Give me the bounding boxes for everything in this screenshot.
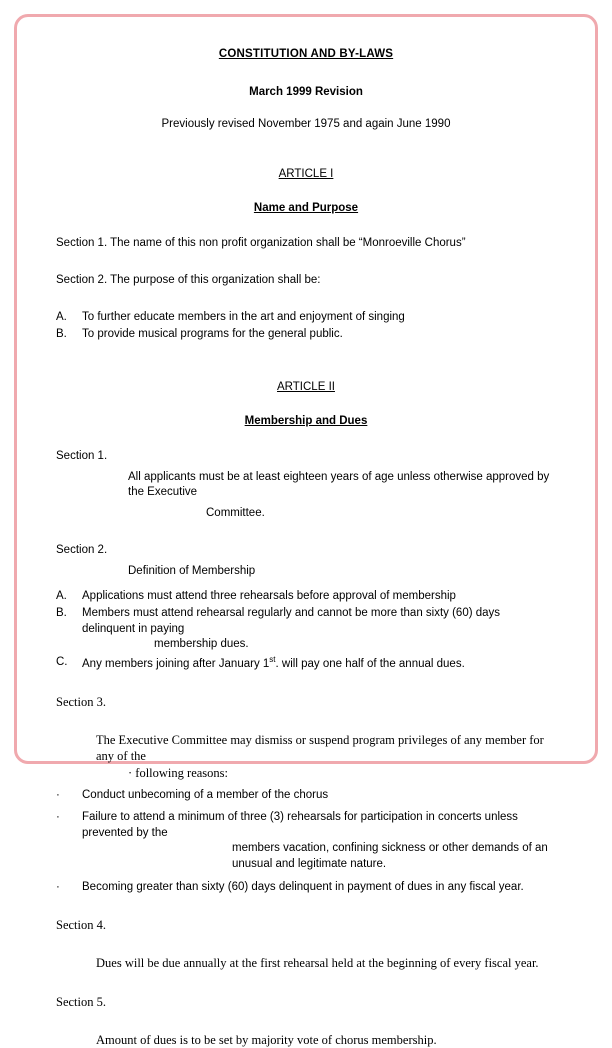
document-subtitle: March 1999 Revision bbox=[249, 86, 363, 98]
article-2-section-1-label: Section 1. bbox=[56, 449, 108, 462]
list-text: To provide musical programs for the general public. bbox=[82, 328, 343, 341]
bullet-marker: · bbox=[56, 788, 60, 801]
ordinal-suffix: st bbox=[269, 654, 276, 664]
list-item bbox=[56, 655, 556, 672]
list-text: To further educate members in the art and enjoyment of singing bbox=[82, 310, 405, 323]
list-item bbox=[56, 788, 556, 804]
list-item bbox=[56, 810, 556, 872]
article-2-section-4-text: Dues will be due annually at the first rehearsal held at the beginning of every fiscal year. bbox=[96, 956, 539, 971]
list-item bbox=[56, 589, 556, 605]
section-3-cont-text: following reasons: bbox=[135, 765, 228, 780]
article-2-section-2-label: Section 2. bbox=[56, 543, 108, 556]
article-2-section-3-label: Section 3. bbox=[56, 694, 106, 709]
article-2-heading: ARTICLE II bbox=[277, 380, 335, 393]
revision-note: Previously revised November 1975 and again June 1990 bbox=[161, 118, 451, 130]
article-2-section-3-text-cont bbox=[56, 765, 556, 781]
page-title: CONSTITUTION AND BY-LAWS bbox=[218, 48, 394, 60]
list-marker: A. bbox=[56, 310, 67, 323]
bullet-marker: · bbox=[56, 811, 60, 824]
article-2-section-1-text-cont: Committee. bbox=[206, 506, 265, 519]
list-item bbox=[56, 606, 556, 653]
list-text bbox=[82, 810, 556, 872]
article-2-dismiss-list bbox=[56, 788, 556, 895]
list-marker: A. bbox=[56, 589, 67, 602]
article-1-subheading: Name and Purpose bbox=[253, 202, 359, 214]
article-1-section-1: Section 1. The name of this non profit organization shall be “Monroeville Chorus” bbox=[56, 237, 466, 249]
list-text-pre: Any members joining after January 1 bbox=[82, 657, 270, 670]
list-marker: B. bbox=[56, 328, 67, 341]
article-2-section-3-text: The Executive Committee may dismiss or suspend program privileges of any member for any of the bbox=[96, 733, 544, 764]
list-item bbox=[56, 880, 556, 896]
list-text-line2: members vacation, confining sickness or other demands of an unusual and legitimate nature. bbox=[232, 842, 548, 870]
bullet-marker: · bbox=[56, 880, 60, 893]
article-2-membership-list bbox=[56, 589, 556, 672]
bullet-marker: · bbox=[128, 765, 133, 780]
article-2-subheading: Membership and Dues bbox=[244, 414, 368, 427]
list-text-post: . will pay one half of the annual dues. bbox=[275, 657, 465, 670]
list-text: Applications must attend three rehearsals before approval of membership bbox=[82, 589, 456, 602]
document-content bbox=[20, 18, 592, 1048]
article-2-section-5-label: Section 5. bbox=[56, 994, 106, 1009]
list-text: Becoming greater than sixty (60) days delinquent in payment of dues in any fiscal year. bbox=[82, 880, 524, 893]
list-text-line1: Members must attend rehearsal regularly and cannot be more than sixty (60) days delinquent in paying bbox=[82, 607, 501, 635]
list-item bbox=[56, 310, 556, 326]
list-marker: B. bbox=[56, 607, 67, 620]
article-2-section-2-text: Definition of Membership bbox=[128, 564, 256, 577]
list-text-line1: Failure to attend a minimum of three (3) rehearsals for participation in concerts unless prevented by the bbox=[82, 811, 518, 839]
article-1-heading: ARTICLE I bbox=[278, 168, 334, 180]
list-item bbox=[56, 327, 556, 343]
list-marker: C. bbox=[56, 655, 68, 668]
list-text bbox=[82, 655, 556, 672]
list-text: Conduct unbecoming of a member of the chorus bbox=[82, 788, 329, 801]
list-text-line2: membership dues. bbox=[154, 638, 249, 651]
article-2-section-1-text: All applicants must be at least eighteen years of age unless otherwise approved by the Executive bbox=[128, 470, 550, 498]
article-1-purpose-list bbox=[56, 310, 556, 343]
list-text bbox=[82, 606, 556, 653]
article-2-section-4-label: Section 4. bbox=[56, 918, 106, 933]
article-1-section-2: Section 2. The purpose of this organization shall be: bbox=[56, 273, 321, 286]
article-2-section-5-text: Amount of dues is to be set by majority vote of chorus membership. bbox=[96, 1032, 437, 1047]
